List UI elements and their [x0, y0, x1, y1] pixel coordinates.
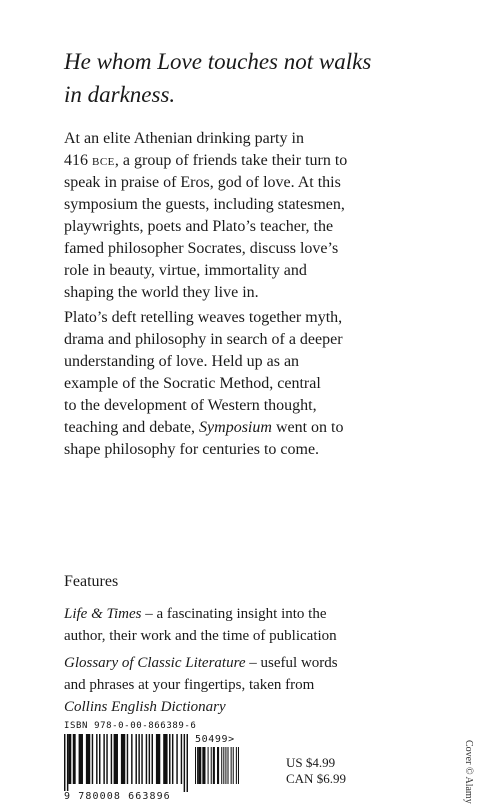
barcode-bar	[231, 747, 232, 784]
barcode-bar	[223, 747, 224, 784]
feature-title: Glossary of Classic Literature	[64, 655, 246, 671]
epigraph-line: in darkness.	[64, 82, 176, 107]
price-can: CAN $6.99	[286, 771, 346, 786]
text-line	[64, 417, 454, 439]
barcode-bar	[135, 734, 136, 784]
book-title: Symposium	[199, 419, 272, 436]
text-line: Plato’s deft retelling weaves together myth,	[64, 309, 343, 326]
text-line: to the development of Western thought,	[64, 397, 317, 414]
era-abbreviation: bce	[92, 152, 115, 169]
price-us: US $4.99	[286, 755, 336, 770]
barcode-bar	[197, 747, 198, 784]
barcode-bar	[73, 734, 76, 784]
barcode-bar	[202, 747, 205, 784]
barcode-bar	[141, 734, 142, 784]
text-fragment: – a fascinating insight into the	[141, 606, 327, 622]
barcode-bar	[103, 734, 104, 784]
text-line: At an elite Athenian drinking party in	[64, 130, 304, 147]
feature-life-and-times	[64, 603, 454, 647]
barcode-bar	[198, 747, 201, 784]
barcode-bar	[163, 734, 167, 784]
text-line	[64, 603, 454, 625]
text-line: playwrights, poets and Plato’s teacher, the	[64, 218, 334, 235]
epigraph	[64, 45, 444, 111]
text-line: example of the Socratic Method, central	[64, 375, 321, 392]
barcode-bar	[169, 734, 170, 784]
barcode-bar	[221, 747, 222, 784]
main-barcode-bars	[64, 734, 188, 792]
barcode-bar	[213, 747, 215, 784]
barcode-bar	[172, 734, 173, 784]
addon-digits: 50499>	[195, 734, 235, 745]
features-heading: Features	[64, 573, 119, 590]
barcode-bar	[152, 734, 153, 784]
blurb-paragraph-2	[64, 307, 454, 461]
feature-title: Life & Times	[64, 606, 142, 622]
cover-credit: Cover © Alamy	[463, 740, 474, 804]
text-line: speak in praise of Eros, god of love. At this	[64, 174, 341, 191]
text-line: shape philosophy for centuries to come.	[64, 441, 320, 458]
barcode-bar	[227, 747, 228, 784]
text-line: role in beauty, virtue, immortality and	[64, 262, 307, 279]
text-fragment: – useful words	[245, 655, 338, 671]
text-line: symposium the guests, including statesmen,	[64, 196, 345, 213]
barcode-bar	[111, 734, 112, 784]
barcode-bar	[92, 734, 93, 784]
addon-barcode-bars	[195, 747, 239, 792]
barcode-bar	[138, 734, 139, 784]
barcode-bar	[184, 734, 185, 792]
barcode-bar	[208, 747, 209, 784]
price-block	[286, 755, 346, 787]
barcode-bar	[79, 734, 83, 784]
barcode-bar	[238, 747, 239, 784]
barcode-digits: 9 780008 663896	[64, 791, 171, 802]
barcode-bar	[121, 734, 125, 784]
feature-glossary	[64, 652, 454, 718]
isbn-label: ISBN 978-0-00-866389-6	[64, 721, 197, 731]
barcode-bar	[99, 734, 100, 784]
barcode-bar	[96, 734, 97, 784]
barcode-bar	[127, 734, 128, 784]
barcode-bar	[176, 734, 177, 784]
barcode-bar	[236, 747, 237, 784]
text-line	[64, 652, 454, 674]
barcode-bar	[68, 734, 71, 784]
barcode-bar	[217, 747, 219, 784]
barcode-bar	[195, 747, 196, 784]
barcode-bar	[233, 747, 234, 784]
barcode-bar	[64, 734, 65, 792]
barcode-bar	[131, 734, 132, 784]
barcode-bar	[156, 734, 160, 784]
barcode-bar	[114, 734, 118, 784]
barcode-bar	[86, 734, 90, 784]
text-fragment: teaching and debate,	[64, 419, 200, 436]
blurb-paragraph-1	[64, 128, 454, 304]
barcode-bar	[181, 734, 182, 784]
text-line: shaping the world they live in.	[64, 284, 259, 301]
barcode-bar	[187, 734, 188, 792]
text-fragment: went on to	[271, 419, 344, 436]
text-fragment: 416	[64, 152, 92, 169]
text-line	[64, 150, 454, 172]
text-fragment: , a group of friends take their turn to	[114, 152, 348, 169]
text-line: and phrases at your fingertips, taken from	[64, 677, 315, 693]
dictionary-title: Collins English Dictionary	[64, 699, 226, 715]
barcode-bar	[149, 734, 150, 784]
barcode-bar	[225, 747, 226, 784]
text-line: famed philosopher Socrates, discuss love’s	[64, 240, 339, 257]
barcode-bar	[211, 747, 212, 784]
text-line: understanding of love. Held up as an	[64, 353, 300, 370]
isbn-barcode	[64, 721, 252, 803]
text-line: drama and philosophy in search of a deeper	[64, 331, 343, 348]
barcode-bar	[67, 734, 68, 792]
epigraph-line: He whom Love touches not walks	[64, 49, 372, 74]
barcode-bar	[106, 734, 107, 784]
text-line	[64, 696, 454, 718]
text-line: author, their work and the time of publication	[64, 628, 337, 644]
barcode-bar	[146, 734, 147, 784]
